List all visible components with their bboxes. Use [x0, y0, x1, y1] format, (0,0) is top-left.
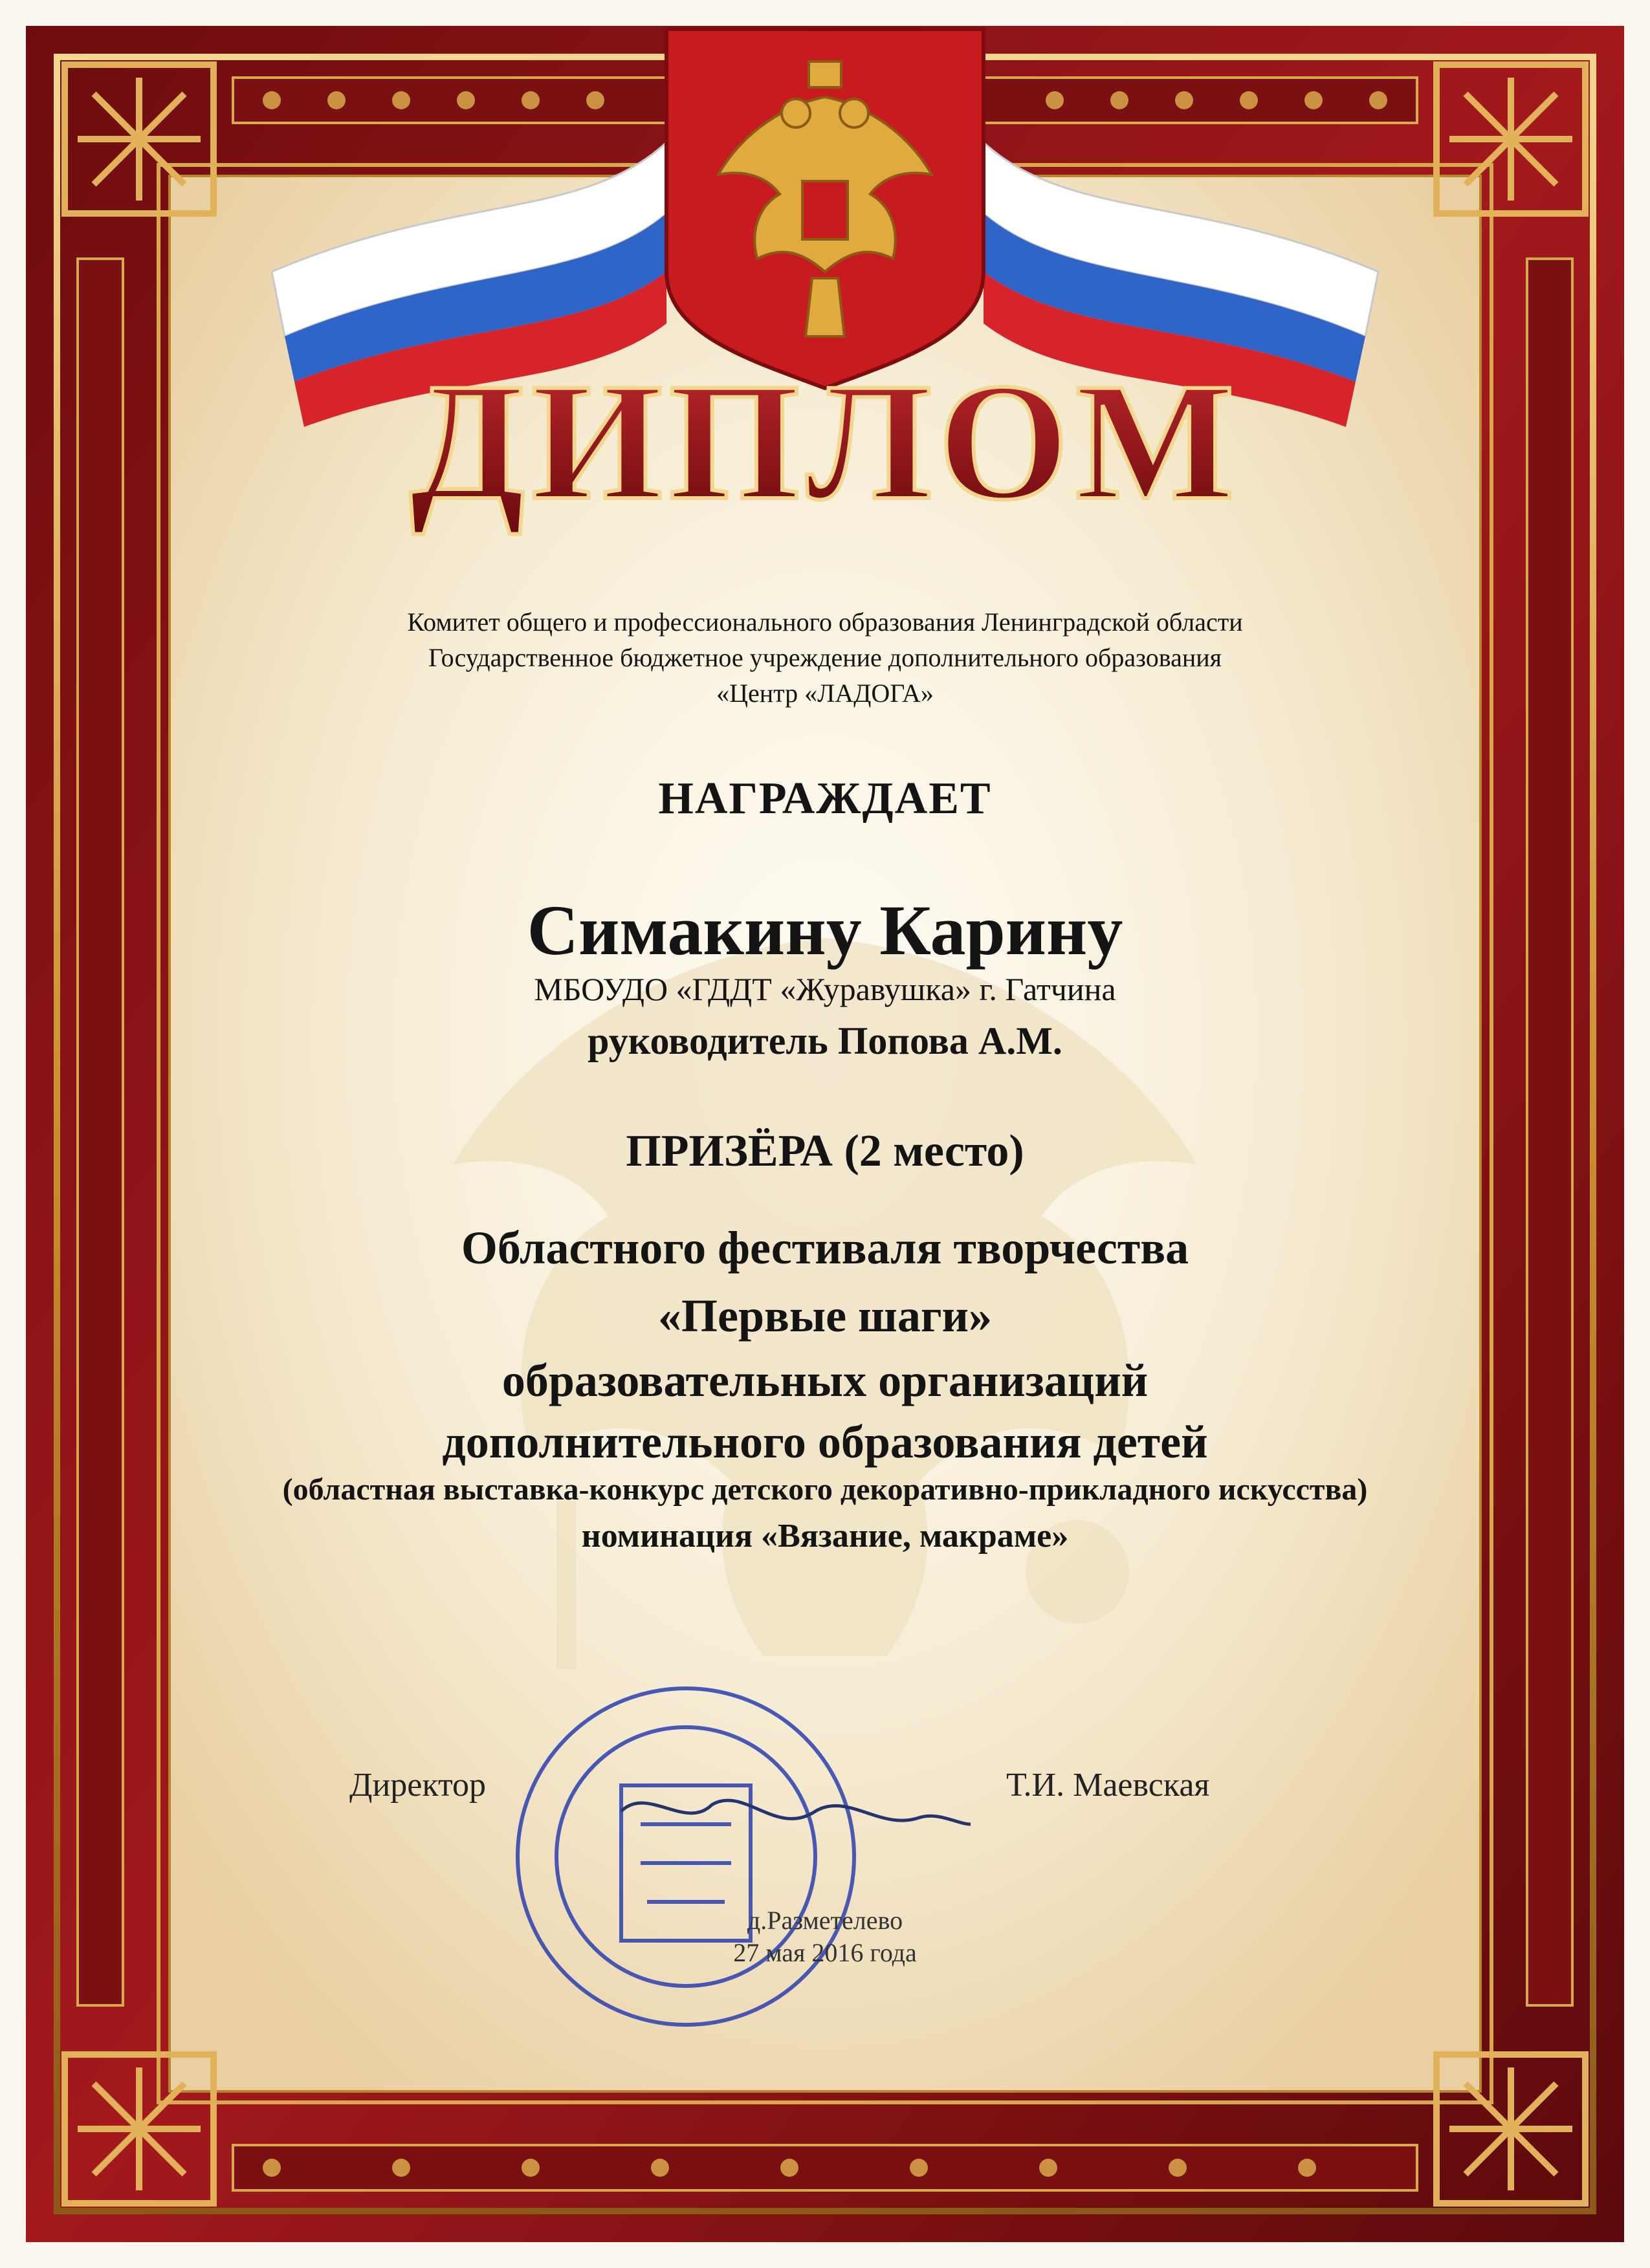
issue-date: 27 мая 2016 года [733, 1938, 917, 1967]
location: д.Разметелево [747, 1906, 903, 1935]
festival-line-4: дополнительного образования детей [442, 1416, 1208, 1468]
award-place: ПРИЗЁРА (2 место) [626, 1126, 1024, 1176]
festival-line-3: образовательных организаций [501, 1355, 1149, 1406]
recipient-name: Симакину Карину [527, 891, 1123, 970]
director-role: Директор [349, 1767, 486, 1804]
issuer-line-1: Комитет общего и профессионального образования Ленинградской области [407, 607, 1243, 637]
director-name: Т.И. Маевская [1006, 1767, 1210, 1804]
award-verb: НАГРАЖДАЕТ [658, 774, 992, 823]
festival-subtitle: (областная выставка-конкурс детского декоративно-прикладного искусства) [282, 1472, 1368, 1507]
festival-line-2: «Первые шаги» [657, 1290, 993, 1342]
diploma-title-art: ДИПЛОМ [409, 349, 1241, 535]
recipient-school: МБОУДО «ГДДТ «Журавушка» г. Гатчина [534, 971, 1116, 1007]
nomination: номинация «Вязание, макраме» [581, 1518, 1069, 1554]
festival-line-1: Областного фестиваля творчества [461, 1222, 1189, 1274]
recipient-leader: руководитель Попова А.М. [588, 1020, 1062, 1062]
issuer-line-2: Государственное бюджетное учреждение дополнительного образования [428, 643, 1222, 672]
coat-of-arms-icon [666, 29, 984, 388]
issuer-line-3: «Центр «ЛАДОГА» [716, 679, 934, 708]
